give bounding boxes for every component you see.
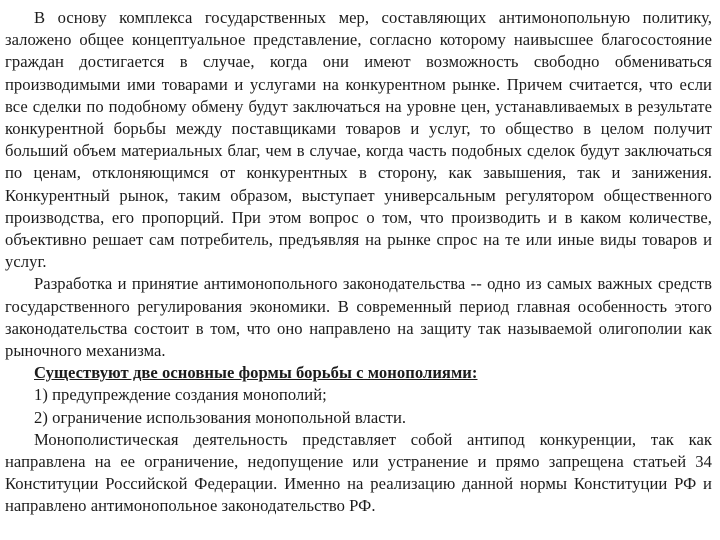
section-heading-forms: Существуют две основные формы борьбы с монополиями: <box>34 363 478 383</box>
paragraph-monopolistic-activity: Монополистическая деятельность представляет собой антипод конкуренции, так как направлена на ее ограничение, недопущение или устранение и прямо запрещена статьей 34 Конституции Российской Федерации. Именно на реализацию данной нормы Конституции РФ и направлено антимонопольное законодательство РФ. <box>5 429 712 516</box>
list-item-prevention: 1) предупреждение создания монополий; <box>34 385 327 405</box>
list-item-restriction: 2) ограничение использования монопольной власти. <box>34 407 407 427</box>
paragraph-legislation: Разработка и принятие антимонопольного законодательства -- одно из самых важных средств государственного регулирования экономики. В современный период главная особенность этого законодательства состоит в том, что оно направлено на защиту так называемой олигополии как рыночного механизма. <box>5 274 712 361</box>
paragraph-antimonopoly-policy: В основу комплекса государственных мер, составляющих антимонопольную политику, заложено общее концептуальное представление, согласно которому наивысшее благосостояние граждан достигается в случае, когда они имеют возможность свободно обмениваться производимыми ими товарами и услугами на конкурентном рынке. Причем считается, что если все сделки по подобному обмену будут заключаться на уровне цен, устанавливаемых в результате конкурентной борьбы между поставщиками товаров и услуг, то общество в целом получит больший объем материальных благ, чем в случае, когда часть подобных сделок будут заключаться по ценам, отклоняющимся от конкурентных в сторону, как завышения, так и занижения. Конкурентный рынок, таким образом, выступает универсальным регулятором общественного производства, его пропорций. При этом вопрос о том, что производить и в каком количестве, объективно решает сам потребитель, предъявляя на рынке спрос на те или иные виды товаров и услуг. <box>5 8 712 272</box>
document-page <box>5 7 712 518</box>
